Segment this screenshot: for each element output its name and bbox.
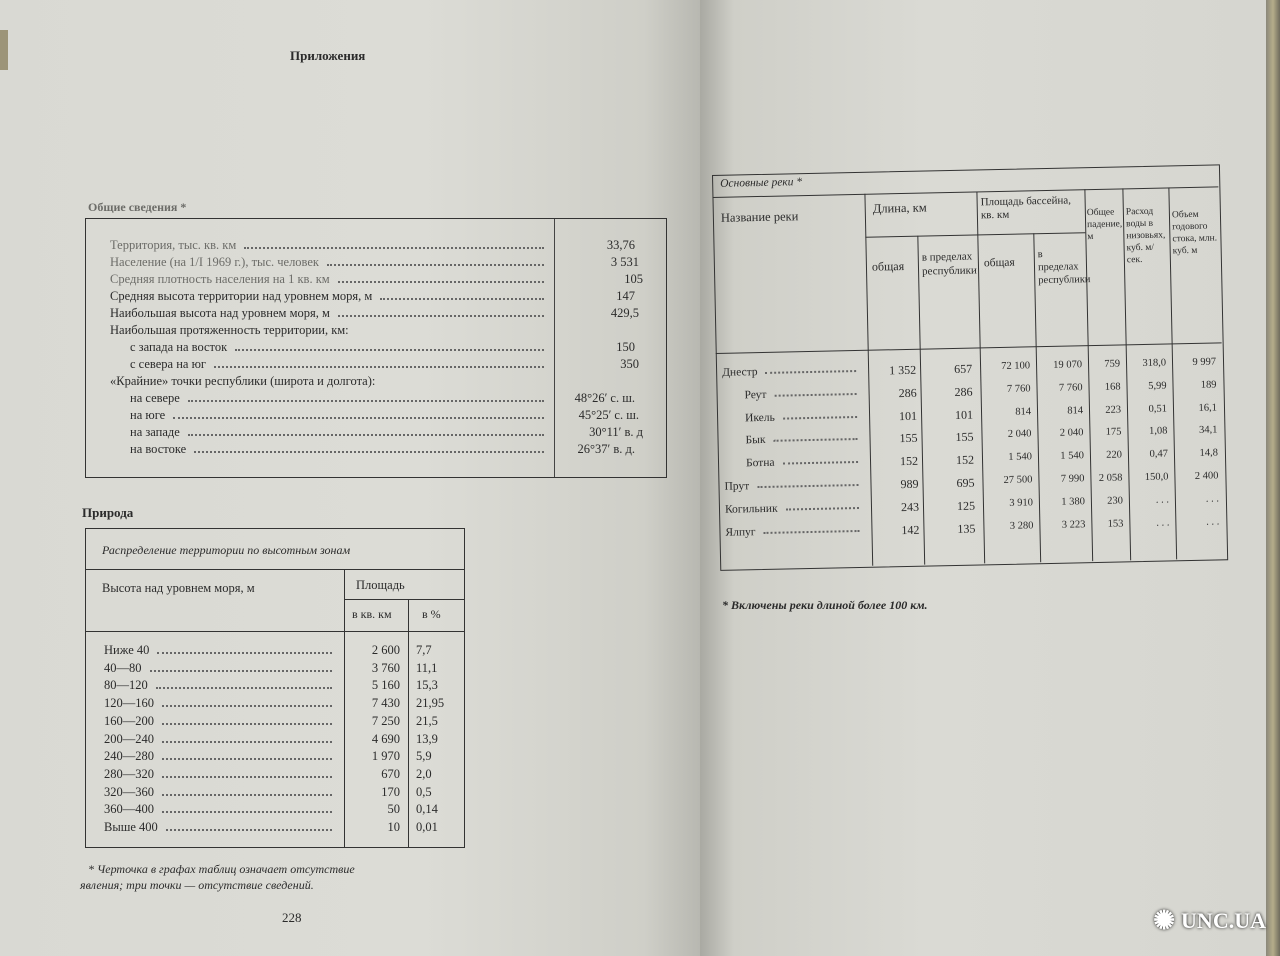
- river-basin-rep: 1 380: [1061, 496, 1086, 508]
- river-fall: 168: [1104, 381, 1121, 393]
- altitude-row: [104, 820, 338, 835]
- river-name: Ялпуг: [725, 525, 756, 539]
- general-row-label: «Крайние» точки республики (широта и долгота):: [110, 374, 376, 388]
- river-len-rep: 155: [955, 429, 974, 445]
- leader-dots: [766, 369, 857, 374]
- river-name-cell: [745, 409, 863, 423]
- river-len-total: 989: [900, 476, 919, 492]
- altitude-pct: 0,5: [416, 784, 432, 799]
- river-volume: . . .: [1206, 516, 1220, 528]
- river-volume: 14,8: [1199, 447, 1219, 460]
- altitude-row: [104, 661, 338, 676]
- river-volume: 2 400: [1194, 470, 1219, 482]
- leader-dots: [162, 722, 332, 725]
- altitude-row: [104, 749, 338, 764]
- river-name: Икель: [744, 411, 775, 424]
- nature-section-title: Природа: [82, 505, 134, 520]
- river-fall: 223: [1105, 404, 1122, 416]
- altitude-km: 7 250: [371, 713, 400, 728]
- altitude-table-title: Распределение территории по высотным зонам: [102, 543, 351, 557]
- general-row: [130, 425, 550, 440]
- river-len-rep: 657: [953, 361, 973, 376]
- river-len-total: 142: [901, 522, 920, 537]
- river-name: Реут: [744, 388, 767, 402]
- book-edge-left: [0, 30, 8, 70]
- leader-dots: [162, 740, 332, 743]
- altitude-km: 3 760: [371, 660, 400, 675]
- altitude-km: 2 600: [371, 643, 400, 657]
- general-row: [130, 391, 550, 406]
- general-row-label: на западе: [130, 425, 180, 439]
- altitude-pct: 21,95: [416, 696, 445, 711]
- leader-dots: [783, 415, 857, 420]
- altitude-zone: 80—120: [104, 678, 148, 693]
- leader-dots: [166, 828, 332, 831]
- col-fall: Общее падение, м: [1086, 207, 1123, 243]
- altitude-zone: 200—240: [104, 731, 154, 746]
- altitude-km: 1 970: [371, 749, 400, 764]
- general-row: [110, 238, 550, 253]
- general-row: [130, 357, 550, 372]
- river-fall: 230: [1107, 495, 1124, 507]
- altitude-row: [104, 785, 338, 800]
- col-basin: Площадь бассейна, кв. км: [980, 194, 1072, 222]
- river-len-total: 286: [898, 385, 917, 400]
- col-river-name: Название реки: [720, 209, 799, 225]
- river-fall: 2 058: [1098, 472, 1123, 484]
- leader-dots: [783, 460, 859, 465]
- general-row-label: на юге: [130, 408, 166, 422]
- watermark-star-icon: ✺: [1153, 906, 1176, 935]
- river-flow: 318,0: [1142, 357, 1167, 370]
- general-row: [130, 340, 550, 355]
- altitude-pct: 7,7: [416, 643, 432, 657]
- general-row-value: 105: [624, 272, 643, 286]
- leader-dots: [162, 757, 332, 760]
- altitude-zone: Выше 400: [104, 820, 158, 834]
- col-basin-rep: в пределах республики: [1037, 249, 1091, 287]
- river-basin-total: 27 500: [1003, 474, 1033, 486]
- altitude-row: [104, 802, 338, 817]
- rivers-table-box: [712, 164, 1226, 569]
- altitude-zone: 40—80: [104, 660, 142, 675]
- leader-dots: [244, 246, 544, 249]
- general-row-value: 45°25′ с. ш.: [578, 408, 639, 422]
- river-len-total: 101: [898, 408, 918, 423]
- river-len-total: 243: [900, 499, 920, 514]
- river-fall: 220: [1106, 449, 1123, 461]
- general-row-value: 48°26′ с. ш.: [574, 391, 635, 405]
- leader-dots: [157, 651, 332, 654]
- altitude-pct: 13,9: [416, 731, 438, 746]
- river-flow: 0,51: [1148, 403, 1168, 415]
- altitude-pct: 21,5: [416, 713, 438, 728]
- altitude-pct: 11,1: [416, 660, 438, 675]
- river-len-rep: 695: [956, 475, 975, 490]
- general-row-value: 3 531: [610, 255, 639, 269]
- altitude-km: 5 160: [371, 678, 400, 693]
- general-row-value: 147: [616, 289, 635, 303]
- col-volume: Объем годового стока, млн. куб. м: [1171, 209, 1218, 257]
- general-row-label: на востоке: [130, 442, 187, 456]
- general-row-label: на севере: [130, 391, 180, 405]
- river-flow: 1,08: [1148, 425, 1168, 438]
- river-fall: 759: [1104, 358, 1121, 370]
- altitude-pct: 0,14: [416, 802, 438, 817]
- leader-dots: [757, 483, 858, 488]
- leader-dots: [194, 450, 544, 453]
- river-name: Когильник: [724, 502, 778, 516]
- general-row: [130, 408, 550, 423]
- general-section-title: Общие сведения *: [88, 200, 187, 214]
- river-len-rep: 152: [955, 452, 975, 468]
- river-name: Днестр: [722, 366, 758, 379]
- river-basin-total: 1 540: [1008, 451, 1033, 464]
- leader-dots: [188, 433, 544, 436]
- river-fall: 153: [1107, 518, 1124, 530]
- altitude-pct: 15,3: [416, 678, 438, 693]
- river-basin-total: 7 760: [1006, 383, 1031, 395]
- river-len-rep: 125: [956, 498, 976, 513]
- river-len-total: 152: [899, 453, 919, 469]
- page-number: 228: [282, 910, 302, 925]
- col-length-total: общая: [871, 258, 905, 274]
- altitude-km: 10: [387, 820, 400, 834]
- river-name: Прут: [724, 480, 750, 493]
- altitude-zone: 160—200: [104, 713, 154, 728]
- leader-dots: [173, 416, 544, 419]
- leader-dots: [162, 793, 332, 796]
- river-name: Ботна: [745, 456, 775, 470]
- col-flow: Расход воды в низовьях, куб. м/сек.: [1125, 206, 1166, 266]
- river-len-total: 1 352: [888, 362, 917, 378]
- col-basin-total: общая: [983, 256, 1015, 270]
- leader-dots: [773, 437, 857, 442]
- river-basin-rep: 1 540: [1060, 450, 1085, 462]
- leader-dots: [188, 399, 544, 402]
- footnote-line-2: явления; три точки — отсутствие сведений.: [80, 878, 314, 892]
- altitude-row: [104, 696, 338, 711]
- general-row: [110, 323, 550, 338]
- river-fall: 175: [1105, 426, 1122, 439]
- general-row-value: 150: [616, 340, 635, 354]
- altitude-km: 7 430: [371, 696, 400, 711]
- river-basin-total: 72 100: [1001, 360, 1031, 372]
- leader-dots: [235, 348, 544, 351]
- general-row-value: 30°11′ в. д: [589, 425, 643, 439]
- footnote-line-1: * Черточка в графах таблиц означает отсутствие: [88, 862, 355, 876]
- altitude-row: [104, 643, 338, 658]
- river-volume: 9 997: [1192, 356, 1217, 368]
- altitude-pct: 5,9: [416, 749, 432, 764]
- col-area-header: Площадь: [356, 578, 405, 592]
- general-row-value: 26°37′ в. д.: [577, 442, 635, 456]
- altitude-zone: 280—320: [104, 766, 154, 781]
- river-basin-rep: 19 070: [1053, 359, 1083, 371]
- altitude-pct: 0,01: [416, 820, 438, 834]
- general-row-label: Средняя высота территории над уровнем моря, м: [110, 289, 373, 303]
- general-row-label: с запада на восток: [130, 340, 228, 354]
- general-row-value: 429,5: [610, 306, 639, 320]
- river-volume: 16,1: [1198, 402, 1218, 414]
- page-header: Приложения: [290, 48, 366, 63]
- watermark: [1153, 906, 1266, 936]
- rivers-table-title: Основные реки *: [720, 176, 803, 190]
- col-length: Длина, км: [872, 200, 927, 216]
- col-height-header: Высота над уровнем моря, м: [102, 581, 255, 595]
- col-pct-header: в %: [422, 607, 441, 621]
- altitude-zone: 120—160: [104, 696, 154, 711]
- book-edge: [1266, 0, 1280, 956]
- river-basin-rep: 3 223: [1061, 518, 1086, 531]
- altitude-km: 50: [387, 802, 400, 817]
- general-row-value: 33,76: [606, 238, 635, 252]
- leader-dots: [786, 506, 859, 511]
- river-volume: 189: [1200, 379, 1217, 391]
- altitude-row: [104, 732, 338, 747]
- river-name: Бык: [745, 434, 766, 447]
- general-row-label: Наибольшая высота над уровнем моря, м: [110, 306, 330, 320]
- river-volume: . . .: [1205, 493, 1220, 505]
- river-len-rep: 101: [954, 407, 974, 422]
- leader-dots: [327, 263, 544, 266]
- river-basin-total: 3 280: [1009, 519, 1034, 532]
- altitude-row: [104, 714, 338, 729]
- river-basin-total: 2 040: [1007, 428, 1032, 441]
- river-flow: . . .: [1155, 494, 1170, 506]
- leader-dots: [156, 686, 332, 689]
- col-length-rep: в пределах республики: [921, 250, 977, 278]
- col-km-header: в кв. км: [352, 607, 392, 621]
- altitude-zone: 320—360: [104, 784, 154, 799]
- river-basin-rep: 7 760: [1058, 382, 1083, 394]
- river-len-rep: 286: [954, 384, 973, 399]
- altitude-km: 670: [381, 766, 400, 781]
- river-basin-total: 3 910: [1009, 497, 1034, 509]
- leader-dots: [162, 704, 332, 707]
- leader-dots: [763, 529, 859, 534]
- altitude-row: [104, 678, 338, 693]
- leader-dots: [162, 810, 332, 813]
- leader-dots: [214, 365, 544, 368]
- river-name-cell: [744, 387, 862, 401]
- river-flow: 5,99: [1148, 380, 1167, 392]
- river-name-cell: [746, 455, 864, 469]
- leader-dots: [162, 775, 332, 778]
- general-row: [110, 306, 550, 321]
- altitude-zone: 360—400: [104, 802, 154, 817]
- leader-dots: [338, 280, 544, 283]
- altitude-km: 4 690: [371, 731, 400, 746]
- river-basin-rep: 7 990: [1060, 473, 1085, 485]
- river-volume: 34,1: [1198, 424, 1218, 437]
- river-flow: . . .: [1156, 517, 1170, 529]
- river-len-total: 155: [899, 431, 918, 446]
- altitude-row: [104, 767, 338, 782]
- general-row-label: Средняя плотность населения на 1 кв. км: [110, 272, 330, 286]
- watermark-text: UNC.UA: [1181, 908, 1266, 933]
- river-flow: 0,47: [1149, 448, 1169, 461]
- altitude-table-box: [85, 528, 465, 848]
- general-row-label: Территория, тыс. кв. км: [110, 238, 237, 252]
- altitude-km: 170: [381, 784, 400, 799]
- river-len-rep: 135: [957, 521, 976, 536]
- leader-dots: [774, 392, 856, 397]
- altitude-pct: 2,0: [416, 766, 432, 781]
- river-name-cell: [745, 432, 863, 446]
- general-row-value: 350: [620, 357, 639, 371]
- leader-dots: [380, 297, 544, 300]
- river-basin-total: 814: [1015, 405, 1032, 418]
- general-row: [110, 289, 550, 304]
- general-row: [130, 442, 550, 457]
- leader-dots: [150, 669, 333, 672]
- general-row-label: с севера на юг: [130, 357, 207, 371]
- altitude-zone: Ниже 40: [104, 643, 150, 657]
- general-row-label: Наибольшая протяженность территории, км:: [110, 323, 349, 337]
- river-flow: 150,0: [1144, 471, 1169, 484]
- altitude-zone: 240—280: [104, 749, 154, 764]
- river-basin-rep: 2 040: [1059, 427, 1084, 440]
- general-row: [110, 374, 550, 389]
- general-row-label: Население (на 1/I 1969 г.), тыс. человек: [110, 255, 320, 269]
- rivers-footnote: * Включены реки длиной более 100 км.: [722, 598, 928, 612]
- leader-dots: [338, 314, 544, 317]
- river-basin-rep: 814: [1067, 404, 1084, 417]
- general-row: [110, 272, 550, 287]
- general-row: [110, 255, 550, 270]
